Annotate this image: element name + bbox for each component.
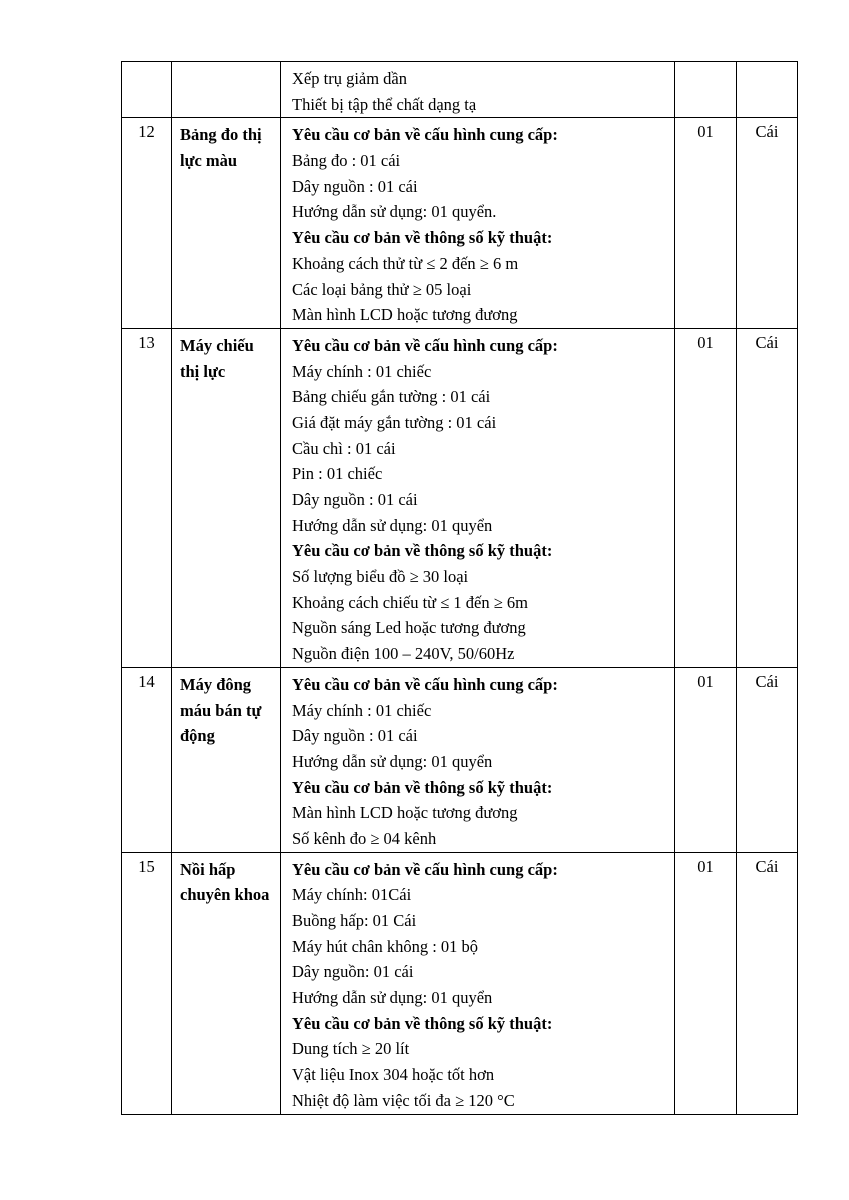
- spec-section-heading: Yêu cầu cơ bản về thông số kỹ thuật:: [292, 228, 553, 248]
- spec-line: Dây nguồn: 01 cái: [292, 962, 414, 982]
- item-quantity: 01: [675, 328, 737, 667]
- spec-line: Bảng đo : 01 cái: [292, 151, 401, 171]
- spec-section-heading: Yêu cầu cơ bản về cấu hình cung cấp:: [292, 859, 558, 879]
- spec-line: Nguồn điện 100 – 240V, 50/60Hz: [292, 644, 515, 664]
- item-unit: Cái: [737, 118, 798, 329]
- spec-line: Hướng dẫn sử dụng: 01 quyển.: [292, 202, 497, 222]
- item-unit: Cái: [737, 328, 798, 667]
- spec-line: Hướng dẫn sử dụng: 01 quyển: [292, 515, 493, 535]
- spec-line: Bảng chiếu gắn tường : 01 cái: [292, 387, 491, 407]
- item-quantity: 01: [675, 118, 737, 329]
- spec-line: Dây nguồn : 01 cái: [292, 490, 418, 509]
- table-row: [122, 852, 798, 1114]
- item-quantity: 01: [675, 852, 737, 1114]
- spec-section-heading: Yêu cầu cơ bản về thông số kỹ thuật:: [292, 1013, 553, 1033]
- spec-line: Màn hình LCD hoặc tương đương: [292, 803, 518, 823]
- item-quantity: [675, 62, 737, 118]
- item-unit: Cái: [737, 852, 798, 1114]
- table-row: [122, 667, 798, 852]
- item-description: [281, 328, 675, 667]
- spec-section-heading: Yêu cầu cơ bản về cấu hình cung cấp:: [292, 335, 558, 355]
- spec-line: Máy chính : 01 chiếc: [292, 700, 432, 720]
- table-row: [122, 328, 798, 667]
- item-description: [281, 667, 675, 852]
- spec-line: Buồng hấp: 01 Cái: [292, 911, 417, 930]
- spec-line: Xếp trụ giảm dần: [292, 69, 408, 88]
- spec-section-heading: Yêu cầu cơ bản về cấu hình cung cấp:: [292, 674, 558, 694]
- spec-line: Số kênh đo ≥ 04 kênh: [292, 828, 437, 848]
- spec-line: Thiết bị tập thể chất dạng tạ: [292, 94, 477, 114]
- item-name: [172, 62, 281, 118]
- item-description: [281, 118, 675, 329]
- row-number: 13: [122, 328, 172, 667]
- item-unit: [737, 62, 798, 118]
- spec-table-body: [122, 62, 798, 1115]
- spec-line: Giá đặt máy gắn tường : 01 cái: [292, 412, 497, 432]
- spec-line: Dây nguồn : 01 cái: [292, 176, 418, 196]
- spec-section-heading: Yêu cầu cơ bản về thông số kỹ thuật:: [292, 541, 553, 561]
- row-number: [122, 62, 172, 118]
- spec-line: Các loại bảng thử ≥ 05 loại: [292, 279, 472, 299]
- spec-section-heading: Yêu cầu cơ bản về cấu hình cung cấp:: [292, 125, 558, 145]
- item-name: Máy đông máu bán tự động: [172, 667, 281, 852]
- spec-line: Cầu chì : 01 cái: [292, 438, 396, 458]
- table-row: [122, 118, 798, 329]
- spec-line: Dây nguồn : 01 cái: [292, 726, 418, 746]
- item-name: Nồi hấp chuyên khoa: [172, 852, 281, 1114]
- spec-line: Hướng dẫn sử dụng: 01 quyển: [292, 751, 493, 771]
- row-number: 12: [122, 118, 172, 329]
- spec-line: Máy hút chân không : 01 bộ: [292, 936, 479, 956]
- table-row: [122, 62, 798, 118]
- spec-line: Màn hình LCD hoặc tương đương: [292, 305, 518, 325]
- spec-line: Khoảng cách thử từ ≤ 2 đến ≥ 6 m: [292, 253, 519, 273]
- spec-line: Hướng dẫn sử dụng: 01 quyển: [292, 988, 493, 1008]
- spec-line: Khoảng cách chiếu từ ≤ 1 đến ≥ 6m: [292, 592, 528, 612]
- spec-line: Nhiệt độ làm việc tối đa ≥ 120 °C: [292, 1090, 515, 1110]
- item-unit: Cái: [737, 667, 798, 852]
- item-quantity: 01: [675, 667, 737, 852]
- spec-line: Vật liệu Inox 304 hoặc tốt hơn: [292, 1065, 495, 1085]
- spec-line: Máy chính : 01 chiếc: [292, 361, 432, 381]
- item-name: Bảng đo thị lực màu: [172, 118, 281, 329]
- spec-section-heading: Yêu cầu cơ bản về thông số kỹ thuật:: [292, 777, 553, 797]
- spec-line: Nguồn sáng Led hoặc tương đương: [292, 618, 526, 638]
- equipment-spec-table: [121, 61, 798, 1115]
- spec-line: Dung tích ≥ 20 lít: [292, 1039, 410, 1059]
- row-number: 14: [122, 667, 172, 852]
- row-number: 15: [122, 852, 172, 1114]
- spec-line: Máy chính: 01Cái: [292, 885, 412, 905]
- item-description: [281, 62, 675, 118]
- item-description: [281, 852, 675, 1114]
- spec-line: Số lượng biểu đồ ≥ 30 loại: [292, 567, 469, 587]
- item-name: Máy chiếu thị lực: [172, 328, 281, 667]
- spec-line: Pin : 01 chiếc: [292, 464, 383, 484]
